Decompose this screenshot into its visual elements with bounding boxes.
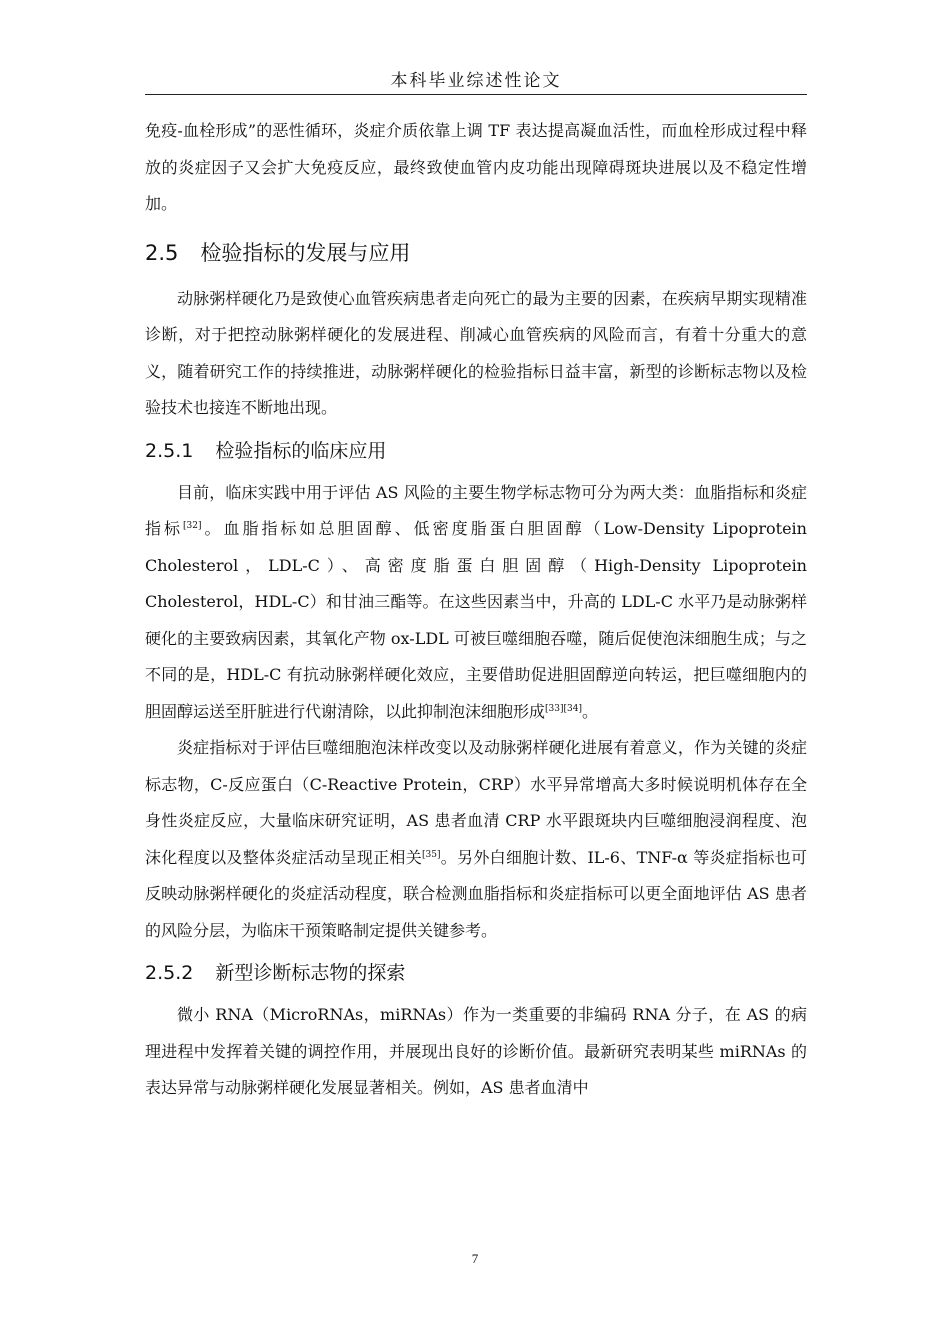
paragraph-text: 目前，临床实践中用于评估 AS 风险的主要生物学标志物可分为两大类：血脂指标和炎症指标 [145, 482, 807, 538]
paragraph-intro: 动脉粥样硬化乃是致使心血管疾病患者走向死亡的最为主要的因素，在疾病早期实现精准诊断，对于把控动脉粥样硬化的发展进程、削减心血管疾病的风险而言，有着十分重大的意义，随着研究工作的持续推进，动脉粥样硬化的检验指标日益丰富，新型的诊断标志物以及检验技术也接连不断地出现。 [145, 288, 807, 417]
section-title: 检验指标的发展与应用 [200, 240, 411, 265]
paragraph-mirna: 微小 RNA（MicroRNAs，miRNAs）作为一类重要的非编码 RNA 分子，在 AS 的病理进程中发挥着关键的调控作用，并展现出良好的诊断价值。最新研究表明某些 miRNAs 的表达异常与动脉粥样硬化发展显著相关。例如，AS 患者血清中 [145, 1005, 807, 1097]
citation-ref: [35] [422, 849, 441, 860]
subsection-title: 检验指标的临床应用 [215, 439, 387, 462]
section-heading-2-5 [145, 237, 807, 269]
paragraph-text: 。 [581, 701, 598, 721]
paragraph-text: 。血脂指标如总胆固醇、低密度脂蛋白胆固醇（Low-Density Lipoprotein Cholesterol，LDL-C）、高密度脂蛋白胆固醇（High-Density Lipoprotein Cholesterol，HDL-C）和甘油三酯等。在这些因素当中，升高的 LDL-C 水平乃是动脉粥样硬化的主要致病因素，其氧化产物 ox-LDL 可被巨噬细胞吞噬，随后促使泡沫细胞生成；与之不同的是，HDL-C 有抗动脉粥样硬化效应，主要借助促进胆固醇逆向转运，把巨噬细胞内的胆固醇运送至肝脏进行代谢清除，以此抑制泡沫细胞形成 [145, 519, 807, 721]
subsection-title: 新型诊断标志物的探索 [215, 962, 406, 984]
subsection-number: 2.5.1 [145, 439, 194, 462]
subsection-number: 2.5.2 [145, 962, 194, 984]
paragraph-text: 炎症指标对于评估巨噬细胞泡沫样改变以及动脉粥样硬化进展有着意义，作为关键的炎症标志物，C-反应蛋白（C-Reactive Protein，CRP）水平异常增高大多时候说明机体存在全身性炎症反应，大量临床研究证明，AS 患者血清 CRP 水平跟斑块内巨噬细胞浸润程度、泡沫化程度以及整体炎症活动呈现正相关 [145, 738, 807, 867]
subsection-heading-2-5-2 [145, 957, 807, 989]
paragraph-text: 。另外白细胞计数、IL-6、TNF-α 等炎症指标也可反映动脉粥样硬化的炎症活动程度，联合检测血脂指标和炎症指标可以更全面地评估 AS 患者的风险分层，为临床干预策略制定提供关键参考。 [145, 847, 807, 940]
section-number: 2.5 [145, 240, 179, 265]
subsection-heading-2-5-1 [145, 435, 807, 467]
page-number: 7 [471, 1251, 479, 1266]
running-header: 本科毕业综述性论文 [390, 71, 562, 91]
header-rule [145, 94, 807, 95]
paragraph-lipid-markers [145, 475, 807, 731]
citation-ref: [33][34] [545, 703, 582, 714]
paragraph-continued: 免疫-血栓形成”的恶性循环，炎症介质依靠上调 TF 表达提高凝血活性，而血栓形成过程中释放的炎症因子又会扩大免疫反应，最终致使血管内皮功能出现障碍斑块进展以及不稳定性增加。 [145, 121, 807, 213]
citation-ref: [32] [183, 521, 202, 531]
paragraph-inflammation-markers [145, 730, 807, 949]
page-body [145, 113, 807, 1107]
